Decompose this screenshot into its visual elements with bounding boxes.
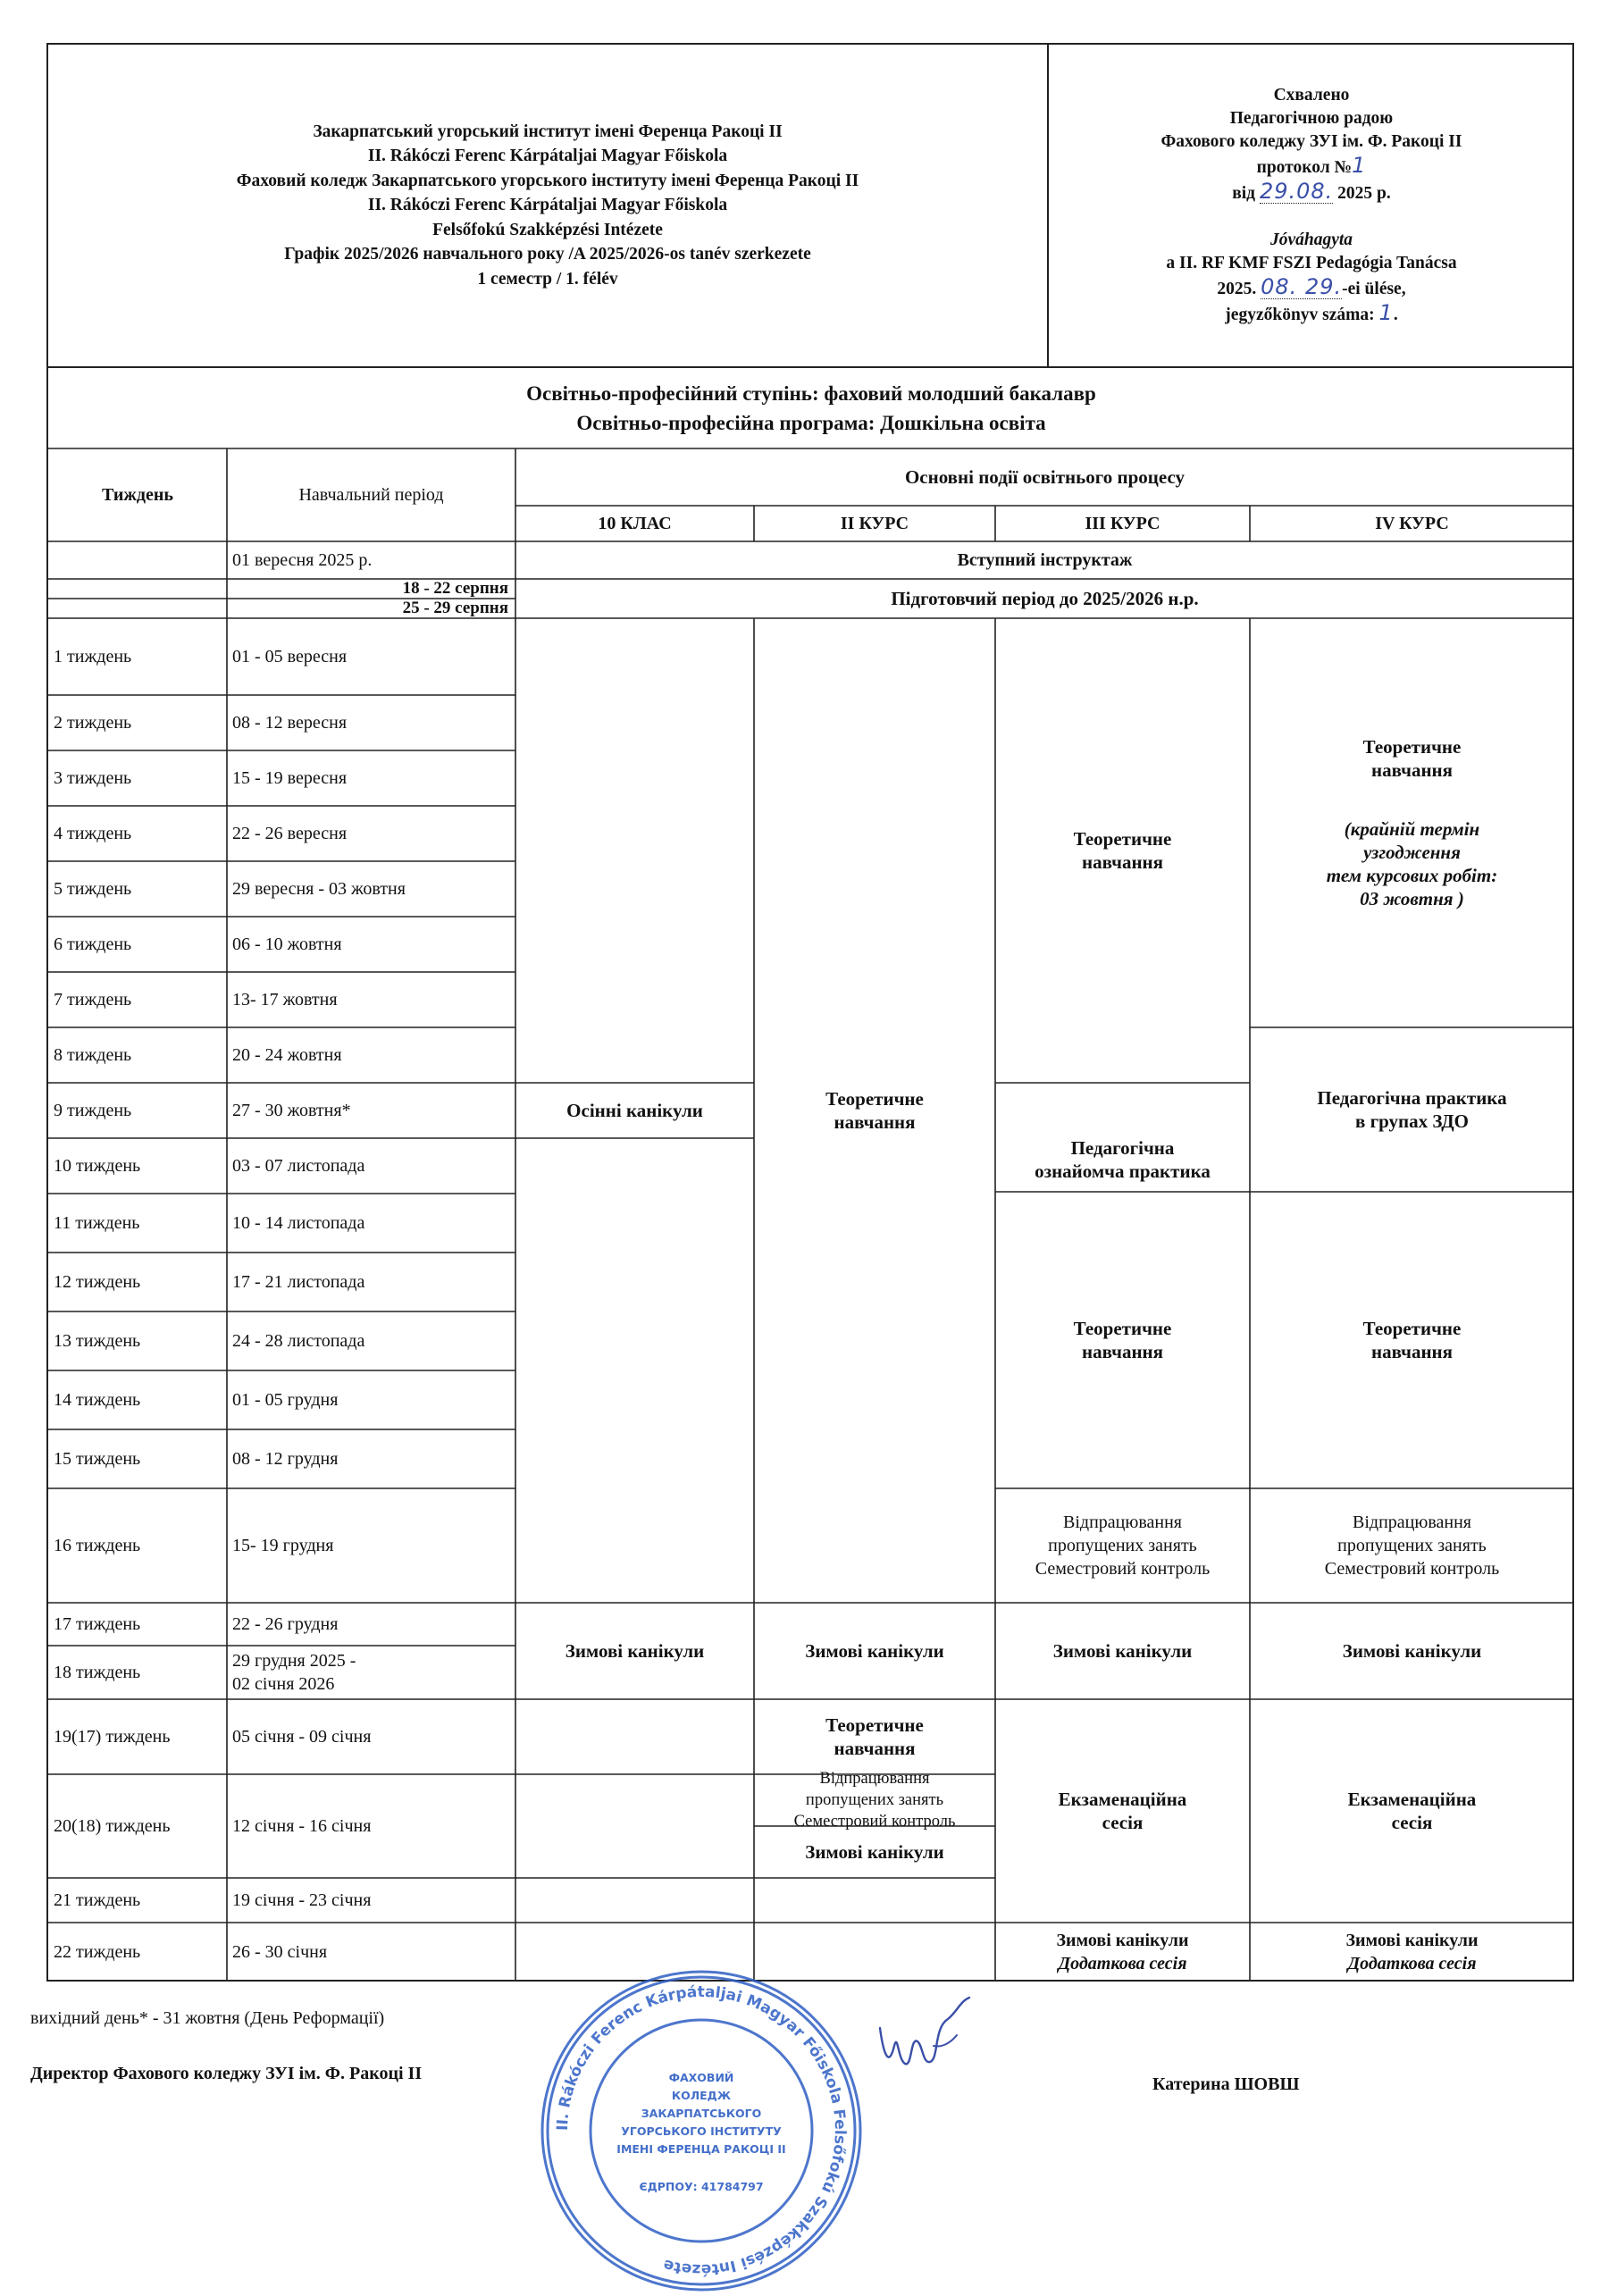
week-label: 12 тиждень [54, 1272, 141, 1292]
ped-zdo-practice: Педагогічна практика в групах ЗДО [1317, 1087, 1507, 1132]
week-label: 9 тиждень [54, 1101, 132, 1120]
theory-course-4: Теоретичне навчання (крайній термін узгодження тем курсових робіт: 03 жовтня ) [1326, 736, 1498, 909]
ped-intro-practice: Педагогічна ознайомча практика [1035, 1137, 1211, 1182]
winter-holidays-2-jan: Зимові канікули [805, 1841, 944, 1863]
stamp-line: ІМЕНІ ФЕРЕНЦА РАКОЦІ ІІ [616, 2142, 786, 2156]
week-label: 15 тиждень [54, 1449, 141, 1469]
autumn-holidays-10: Осінні канікули [566, 1100, 703, 1121]
theory-course-4-b: Теоретичне навчання [1362, 1318, 1462, 1362]
institution-line: II. Rákóczi Ferenc Kárpátaljai Magyar Főiskola [367, 196, 728, 215]
winter-holidays-4: Зимові канікули [1342, 1640, 1482, 1662]
makeup-course-2: Відпрацювання пропущених занять Семестровий контроль [793, 1770, 956, 1831]
course-10-class: 10 КЛАС [598, 514, 672, 533]
theory-course-3-b: Теоретичне навчання [1073, 1318, 1172, 1362]
semester-label: 1 семестр / 1. félév [477, 269, 618, 289]
week-period: 19 січня - 23 січня [232, 1890, 372, 1910]
week-period: 15 - 19 вересня [232, 768, 348, 788]
week-label: 11 тиждень [54, 1213, 140, 1233]
week-period: 22 - 26 грудня [232, 1614, 339, 1634]
approval-line: Педагогічною радою [1229, 109, 1394, 128]
week-period: 10 - 14 листопада [232, 1213, 365, 1233]
winter-holidays-10: Зимові канікули [565, 1640, 705, 1662]
week-label: 14 тиждень [54, 1390, 141, 1410]
holiday-note: вихідний день* - 31 жовтня (День Реформації) [30, 2008, 385, 2028]
protocol-line: протокол №1 [1256, 153, 1367, 178]
stamp-code: ЄДРПОУ: 41784797 [639, 2180, 764, 2193]
week-label: 10 тиждень [54, 1156, 141, 1176]
approval-date-line: від 29.08. 2025 р. [1232, 179, 1391, 204]
theory-course-2-jan: Теоретичне навчання [825, 1714, 924, 1759]
intro-date: 01 вересня 2025 р. [232, 550, 373, 570]
theory-course-2: Теоретичне навчання [825, 1088, 924, 1133]
director-signature [871, 1992, 978, 2091]
week-label: 5 тиждень [54, 879, 132, 899]
winter-holidays-3: Зимові канікули [1052, 1640, 1193, 1662]
week-period: 26 - 30 січня [232, 1942, 328, 1962]
col-header-events: Основні події освітнього процесу [904, 466, 1186, 488]
week-period: 13- 17 жовтня [232, 990, 338, 1010]
week-period: 01 - 05 грудня [232, 1390, 339, 1410]
week-label: 6 тиждень [54, 934, 132, 954]
stamp-line: ЗАКАРПАТСЬКОГО [641, 2107, 762, 2120]
protocol-number: 1 [1352, 153, 1367, 178]
week-period: 06 - 10 жовтня [232, 934, 342, 954]
course-3: ІІІ КУРС [1085, 514, 1160, 533]
week-period: 15- 19 грудня [232, 1536, 334, 1555]
week-label: 4 тиждень [54, 824, 132, 843]
stamp-line: КОЛЕДЖ [671, 2089, 732, 2102]
course-4: IV КУРС [1375, 514, 1449, 533]
prep-date-2: 25 - 29 серпня [402, 599, 508, 617]
week-period: 29 вересня - 03 жовтня [232, 879, 406, 899]
program-name: Освітньо-професійна програма: Дошкільна освіта [576, 412, 1046, 434]
intro-event: Вступний інструктаж [957, 550, 1133, 570]
prep-date-1: 18 - 22 серпня [402, 579, 508, 598]
schedule-title: Графік 2025/2026 навчального року /A 2025/2026-os tanév szerkezete [284, 245, 811, 264]
winter-extra-3: Зимові канікули Додаткова сесія [1056, 1931, 1189, 1973]
official-stamp [536, 1965, 867, 2296]
week-period: 24 - 28 листопада [232, 1331, 365, 1351]
week-label: 19(17) тиждень [54, 1727, 171, 1747]
week-period: 29 грудня 2025 - 02 січня 2026 [232, 1651, 356, 1694]
exam-session-4: Екзаменаційна сесія [1347, 1789, 1477, 1833]
week-label: 2 тиждень [54, 713, 132, 733]
week-period: 03 - 07 листопада [232, 1156, 365, 1176]
week-period: 08 - 12 грудня [232, 1449, 339, 1469]
exam-session-3: Екзаменаційна сесія [1058, 1789, 1187, 1833]
schedule-sheet [46, 43, 1574, 1982]
stamp-line: ФАХОВИЙ [668, 2071, 734, 2084]
stamp-outer-text: II. Rákóczi Ferenc Kárpátaljai Magyar Főiskola Felsőfokú Szakképzési Intézete [553, 1982, 850, 2279]
theory-course-3: Теоретичне навчання [1073, 828, 1172, 873]
winter-extra-4: Зимові канікули Додаткова сесія [1345, 1931, 1479, 1973]
week-period: 17 - 21 листопада [232, 1272, 365, 1292]
week-label: 17 тиждень [54, 1614, 141, 1634]
week-period: 12 січня - 16 січня [232, 1816, 372, 1836]
week-label: 13 тиждень [54, 1331, 141, 1351]
course-2: ІІ КУРС [840, 514, 909, 533]
week-label: 20(18) тиждень [54, 1816, 171, 1836]
approval-line: Фахового коледжу ЗУІ ім. Ф. Ракоці ІІ [1160, 132, 1462, 151]
week-period: 01 - 05 вересня [232, 647, 348, 666]
approval-hu-line: a II. RF KMF FSZI Pedagógia Tanácsa [1166, 254, 1457, 272]
week-label: 21 тиждень [54, 1890, 141, 1910]
winter-holidays-2: Зимові канікули [805, 1640, 944, 1662]
week-label: 22 тиждень [54, 1942, 141, 1962]
week-period: 08 - 12 вересня [232, 713, 348, 733]
approval-date: 29.08. [1259, 179, 1334, 204]
makeup-course-3: Відпрацювання пропущених занять Семестровий контроль [1035, 1513, 1211, 1579]
col-header-period: Навчальний період [298, 485, 444, 505]
program-level: Освітньо-професійний ступінь: фаховий молодший бакалавр [526, 382, 1096, 405]
week-period: 20 - 24 жовтня [232, 1045, 342, 1065]
approval-hu-protocol: jegyzőkönyv száma: 1. [1225, 300, 1398, 325]
week-period: 05 січня - 09 січня [232, 1727, 372, 1747]
institution-line: Фаховий коледж Закарпатського угорського інституту імені Ференца Ракоці ІІ [236, 171, 859, 190]
institution-line: Закарпатський угорський інститут імені Ференца Ракоці ІІ [313, 122, 783, 141]
week-period: 27 - 30 жовтня* [232, 1101, 351, 1120]
institution-line: Felsőfokú Szakképzési Intézete [432, 220, 663, 239]
prep-event: Підготовчий період до 2025/2026 н.р. [891, 588, 1199, 609]
director-title: Директор Фахового коледжу ЗУІ ім. Ф. Ракоці ІІ [30, 2064, 423, 2083]
approval-hu-date: 08. 29. [1261, 274, 1343, 299]
week-label: 16 тиждень [54, 1536, 141, 1555]
week-label: 1 тиждень [54, 647, 132, 666]
approval-line: Схвалено [1273, 86, 1350, 105]
week-label: 3 тиждень [54, 768, 132, 788]
week-label: 7 тиждень [54, 990, 132, 1010]
week-label: 18 тиждень [54, 1663, 141, 1682]
director-name: Катерина ШОВШ [1152, 2074, 1300, 2094]
approval-hu-date-line: 2025. 08. 29.-ei ülése, [1217, 274, 1406, 299]
week-period: 22 - 26 вересня [232, 824, 348, 843]
approval-hu-line: Jóváhagyta [1269, 230, 1353, 249]
makeup-course-4: Відпрацювання пропущених занять Семестровий контроль [1324, 1513, 1500, 1579]
col-header-week: Тиждень [102, 485, 173, 505]
week-label: 8 тиждень [54, 1045, 132, 1065]
institution-line: II. Rákóczi Ferenc Kárpátaljai Magyar Főiskola [367, 147, 728, 166]
stamp-line: УГОРСЬКОГО ІНСТИТУТУ [621, 2124, 782, 2138]
